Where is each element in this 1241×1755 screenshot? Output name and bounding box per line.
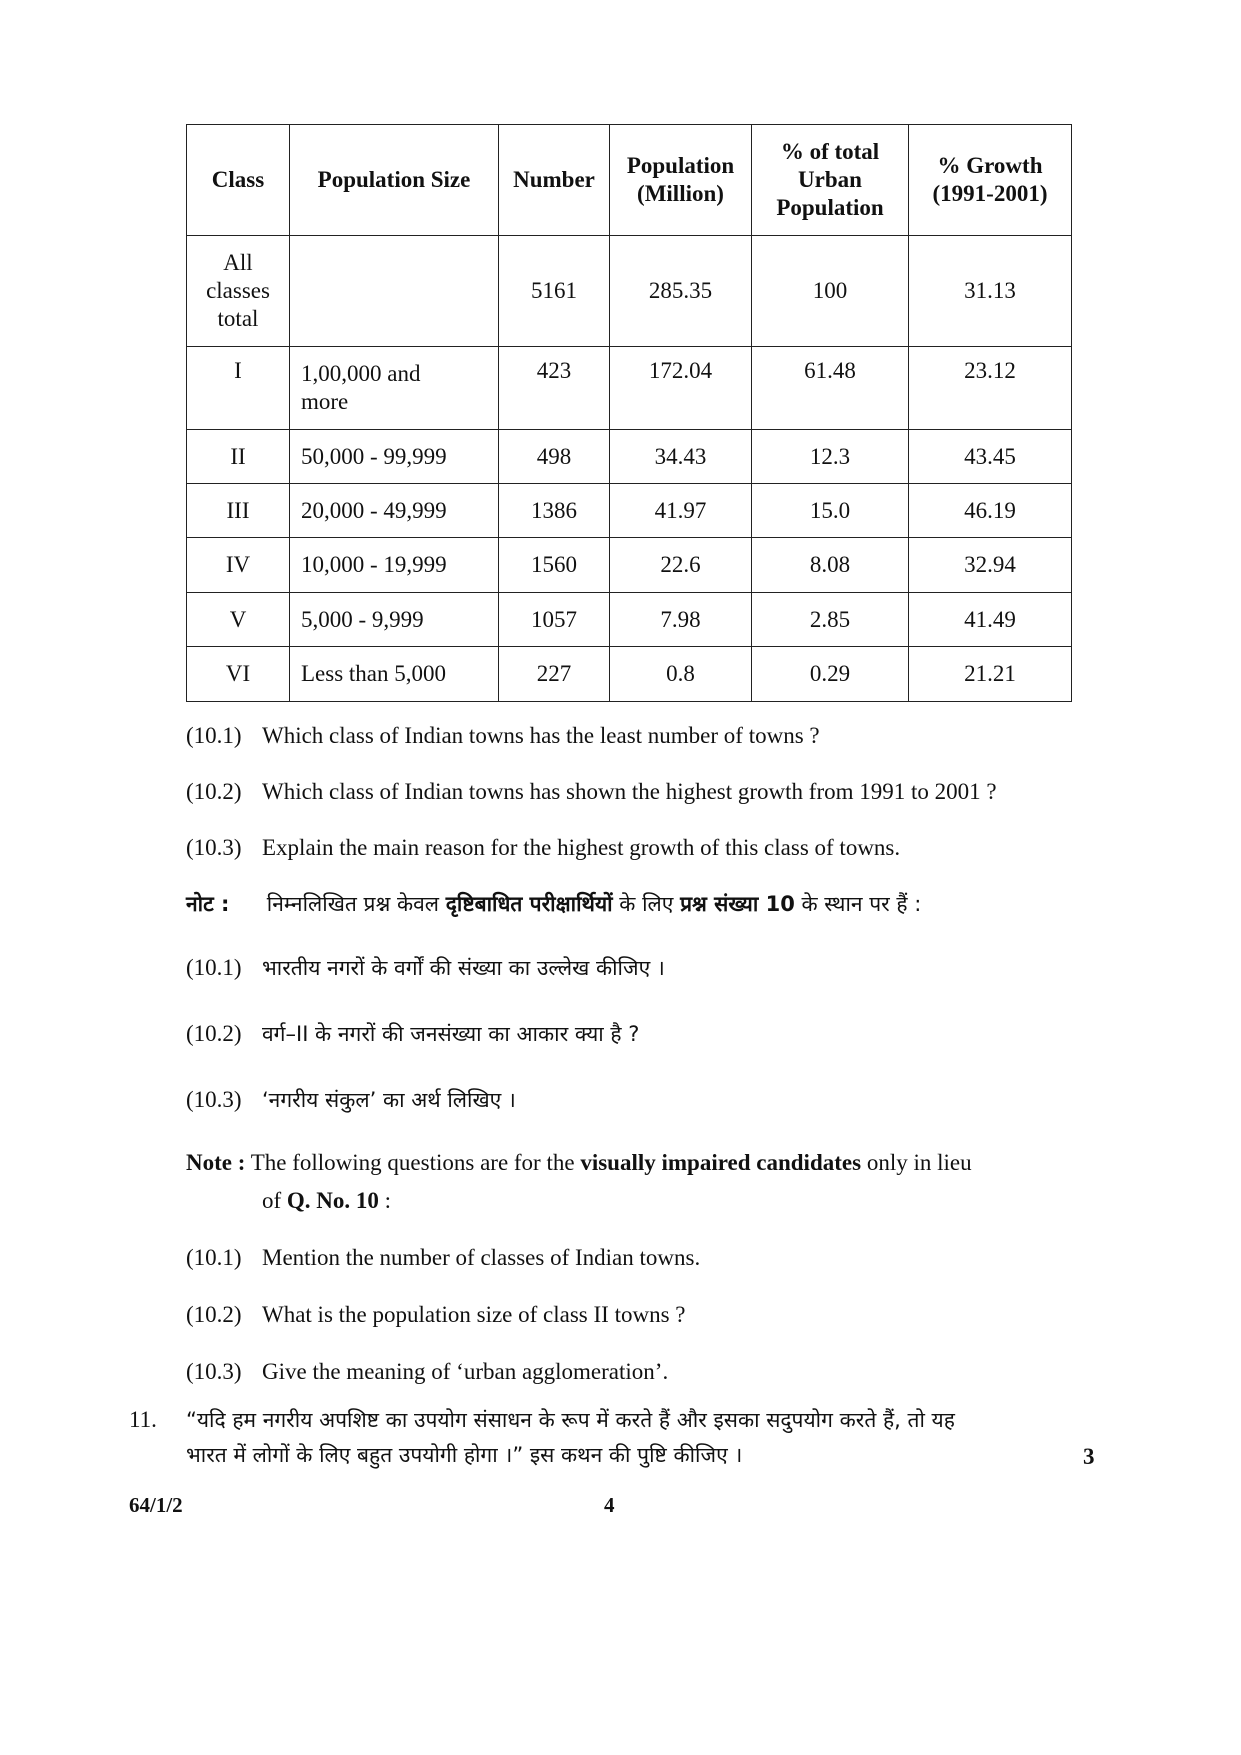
question-text: भारतीय नगरों के वर्गों की संख्या का उल्लेख कीजिए । — [262, 956, 665, 980]
cell: 498 — [499, 430, 610, 484]
cell: 2.85 — [752, 593, 909, 647]
question-text: Which class of Indian towns has the least number of towns ? — [262, 723, 820, 748]
cell: III — [187, 484, 290, 538]
question-text: Give the meaning of ‘urban agglomeration’. — [262, 1359, 669, 1384]
urban-population-table — [186, 124, 1072, 702]
note-text: of — [262, 1188, 282, 1213]
table-row — [187, 593, 1072, 647]
note-emphasis: Q. No. 10 — [286, 1188, 379, 1213]
cell: 5161 — [499, 236, 610, 347]
cell: 100 — [752, 236, 909, 347]
cell: 1057 — [499, 593, 610, 647]
question-text: What is the population size of class II towns ? — [262, 1302, 686, 1327]
cell: 285.35 — [610, 236, 752, 347]
col-header-class: Class — [187, 125, 290, 236]
cell: 15.0 — [752, 484, 909, 538]
note-english-continued — [262, 1186, 391, 1216]
cell: II — [187, 430, 290, 484]
note-emphasis: दृष्टिबाधित परीक्षार्थियों — [445, 892, 613, 916]
cell: 7.98 — [610, 593, 752, 647]
question-text: Explain the main reason for the highest growth of this class of towns. — [262, 835, 901, 860]
note-english — [186, 1148, 972, 1178]
cell: 423 — [499, 347, 610, 430]
cell: 21.21 — [909, 647, 1072, 702]
cell: 43.45 — [909, 430, 1072, 484]
table-row — [187, 647, 1072, 702]
question-text: ‘नगरीय संकुल’ का अर्थ लिखिए । — [262, 1088, 516, 1112]
table-row — [187, 430, 1072, 484]
note-text: निम्नलिखित प्रश्न केवल — [266, 892, 440, 916]
col-header-population-size: Population Size — [290, 125, 499, 236]
note-hindi — [186, 889, 921, 919]
question-text: वर्ग–II के नगरों की जनसंख्या का आकार क्या है ? — [262, 1022, 640, 1046]
cell: 8.08 — [752, 538, 909, 593]
question-number: (10.3) — [186, 1359, 242, 1384]
cell: 31.13 — [909, 236, 1072, 347]
note-text: only in lieu — [866, 1150, 972, 1175]
col-header-number: Number — [499, 125, 610, 236]
col-header-percent-growth: % Growth (1991-2001) — [909, 125, 1072, 236]
cell: VI — [187, 647, 290, 702]
table-row — [187, 236, 1072, 347]
table-header-row — [187, 125, 1072, 236]
cell: 1560 — [499, 538, 610, 593]
question-11-line-2: भारत में लोगों के लिए बहुत उपयोगी होगा ।” इस कथन की पुष्टि कीजिए । — [186, 1443, 743, 1467]
note-text: के लिए — [619, 892, 674, 916]
cell: 5,000 - 9,999 — [290, 593, 499, 647]
cell: 50,000 - 99,999 — [290, 430, 499, 484]
question-number: (10.2) — [186, 1302, 242, 1327]
question-number: (10.1) — [186, 723, 242, 748]
col-header-percent-urban: % of total Urban Population — [752, 125, 909, 236]
note-text: : — [384, 1188, 392, 1213]
table-row — [187, 484, 1072, 538]
note-text: के स्थान पर हैं : — [801, 892, 922, 916]
page-number: 4 — [604, 1493, 615, 1517]
table-row — [187, 347, 1072, 430]
note-label: नोट : — [186, 892, 230, 916]
cell: 22.6 — [610, 538, 752, 593]
cell: 227 — [499, 647, 610, 702]
question-11-number: 11. — [129, 1407, 157, 1432]
question-11-line-1: “यदि हम नगरीय अपशिष्ट का उपयोग संसाधन के रूप में करते हैं और इसका सदुपयोग करते हैं, तो यह — [186, 1408, 955, 1432]
question-number: (10.3) — [186, 1087, 242, 1112]
question-number: (10.2) — [186, 1021, 242, 1046]
cell: 0.8 — [610, 647, 752, 702]
marks: 3 — [1083, 1444, 1095, 1469]
note-emphasis: visually impaired candidates — [580, 1150, 862, 1175]
cell — [290, 347, 499, 430]
note-label: Note : — [186, 1150, 246, 1175]
cell-text: 1,00,000 and more — [301, 361, 421, 414]
question-number: (10.3) — [186, 835, 242, 860]
cell: Less than 5,000 — [290, 647, 499, 702]
cell: I — [187, 347, 290, 430]
question-number: (10.2) — [186, 779, 242, 804]
cell: 41.97 — [610, 484, 752, 538]
question-number: (10.1) — [186, 1245, 242, 1270]
question-text: Which class of Indian towns has shown the highest growth from 1991 to 2001 ? — [262, 779, 997, 804]
cell: 34.43 — [610, 430, 752, 484]
cell: 0.29 — [752, 647, 909, 702]
cell: All classes total — [187, 236, 290, 347]
cell: 12.3 — [752, 430, 909, 484]
table-row — [187, 538, 1072, 593]
cell — [290, 236, 499, 347]
cell: 172.04 — [610, 347, 752, 430]
cell: 10,000 - 19,999 — [290, 538, 499, 593]
cell: 23.12 — [909, 347, 1072, 430]
cell: V — [187, 593, 290, 647]
cell: 20,000 - 49,999 — [290, 484, 499, 538]
question-number: (10.1) — [186, 955, 242, 980]
paper-code: 64/1/2 — [129, 1493, 183, 1517]
cell: 46.19 — [909, 484, 1072, 538]
col-header-population-million: Population (Million) — [610, 125, 752, 236]
cell: 1386 — [499, 484, 610, 538]
cell: 61.48 — [752, 347, 909, 430]
question-text: Mention the number of classes of Indian towns. — [262, 1245, 701, 1270]
cell: IV — [187, 538, 290, 593]
note-text: The following questions are for the — [250, 1150, 575, 1175]
note-emphasis: प्रश्न संख्या 10 — [680, 892, 795, 916]
cell: 41.49 — [909, 593, 1072, 647]
cell: 32.94 — [909, 538, 1072, 593]
